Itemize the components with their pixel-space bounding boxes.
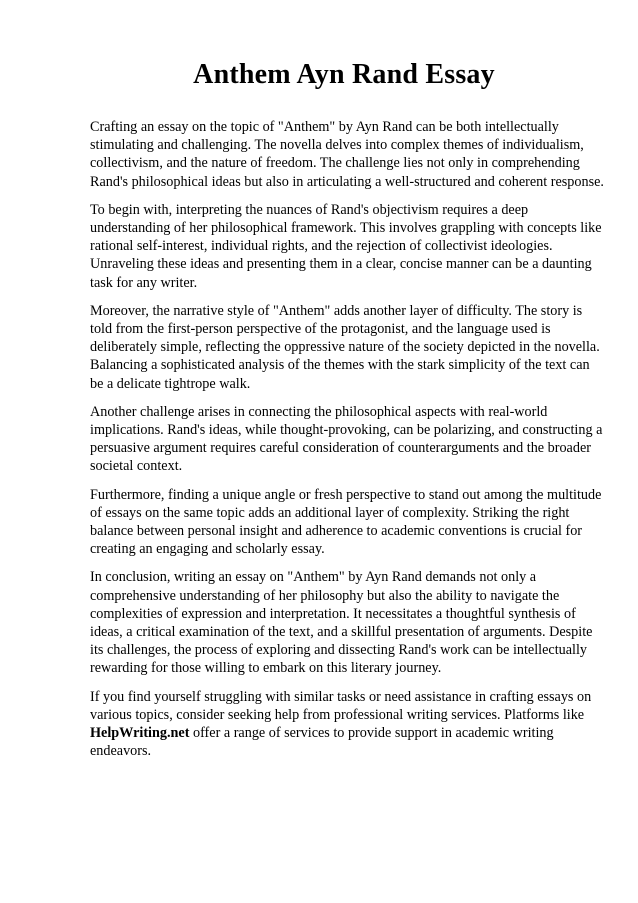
page-title: Anthem Ayn Rand Essay xyxy=(193,59,495,90)
paragraph-unique-angle: Furthermore, finding a unique angle or fresh perspective to stand out among the multitude of essays on the same topic adds an additional layer of complexity. Striking the right balance between personal insight and adherence to academic conventions is crucial for creating an engaging and scholarly essay. xyxy=(90,486,602,558)
closing-text-after: offer a range of services to provide support in academic writing endeavors. xyxy=(90,725,554,760)
paragraph-narrative-style: Moreover, the narrative style of "Anthem" adds another layer of difficulty. The story is told from the first-person perspective of the protagonist, and the language used is deliberately simple, reflecting the oppressive nature of the society depicted in the novella. Balancing a sophisticated analysis of the themes with the stark simplicity of the text can be a delicate tightrope walk. xyxy=(90,302,600,392)
helpwriting-link[interactable]: HelpWriting.net xyxy=(90,725,190,742)
closing-text-before: If you find yourself struggling with similar tasks or need assistance in crafting essays on various topics, consider seeking help from professional writing services. Platforms like xyxy=(90,688,592,723)
paragraph-closing xyxy=(90,688,606,761)
paragraph-conclusion: In conclusion, writing an essay on "Anthem" by Ayn Rand demands not only a comprehensive understanding of her philosophy but also the ability to navigate the complexities of expression and interpretation. It necessitates a thoughtful synthesis of ideas, a critical examination of the text, and a skillful presentation of arguments. Despite its challenges, the process of exploring and dissecting Rand's work can be intellectually rewarding for those willing to embark on this literary journey. xyxy=(90,569,593,677)
paragraph-real-world: Another challenge arises in connecting the philosophical aspects with real-world implications. Rand's ideas, while thought-provoking, can be polarizing, and constructing a persuasive argument requires careful consideration of counterarguments and the broader societal context. xyxy=(90,403,603,475)
essay-body xyxy=(90,118,606,771)
paragraph-objectivism: To begin with, interpreting the nuances of Rand's objectivism requires a deep understanding of her philosophical framework. This involves grappling with concepts like rational self-interest, individual rights, and the rejection of collectivist ideologies. Unraveling these ideas and presenting them in a clear, concise manner can be a daunting task for any writer. xyxy=(90,201,602,291)
paragraph-intro: Crafting an essay on the topic of "Anthem" by Ayn Rand can be both intellectually stimulating and challenging. The novella delves into complex themes of individualism, collectivism, and the nature of freedom. The challenge lies not only in comprehending Rand's philosophical ideas but also in articulating a well-structured and coherent response. xyxy=(90,119,604,190)
